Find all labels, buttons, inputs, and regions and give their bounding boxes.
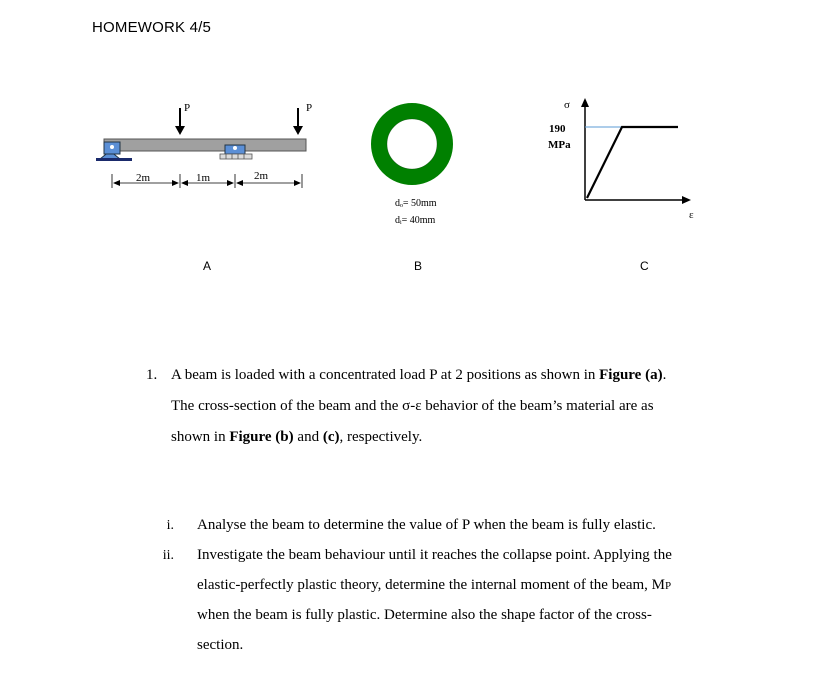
question-number: 1. — [146, 367, 158, 383]
load-arrow-2-head — [293, 126, 303, 135]
roller-support-rollers — [220, 154, 252, 159]
subpart-ii-line-3: when the beam is fully plastic. Determine also the shape factor of the cross- — [197, 607, 652, 623]
question-line-2: The cross-section of the beam and the σ-ε behavior of the beam’s material are as — [171, 398, 654, 414]
subpart-ii-line-2: elastic-perfectly plastic theory, determine the internal moment of the beam, MP — [197, 577, 672, 593]
subpart-i-number: i. — [166, 518, 174, 533]
figure-c-label: C — [640, 259, 649, 273]
moment-subscript: P — [665, 580, 672, 592]
outer-diameter-label: dₒ= 50mm — [395, 198, 437, 209]
subpart-ii-line-4: section. — [197, 637, 244, 653]
question-line-1: A beam is loaded with a concentrated load P at 2 positions as shown in Figure (a). — [171, 367, 667, 383]
page-title: HOMEWORK 4/5 — [92, 19, 212, 36]
hollow-circle-section — [379, 111, 445, 177]
sigma-axis-label: σ — [564, 99, 570, 111]
span-label-3: 2m — [254, 170, 269, 182]
figure-a-beam — [90, 95, 320, 205]
question-line-3: shown in Figure (b) and (c), respectively. — [171, 429, 423, 445]
load-label-1: P — [184, 102, 191, 114]
figure-a-label: A — [203, 259, 212, 273]
yield-value: 190 — [549, 123, 566, 135]
figure-b-cross-section — [370, 100, 470, 230]
load-label-2: P — [306, 102, 313, 114]
pin-support-hole — [110, 145, 114, 149]
span-label-2: 1m — [196, 172, 211, 184]
elastic-perfectly-plastic-curve — [587, 127, 678, 198]
beam — [104, 139, 306, 151]
figure-c-stress-strain — [540, 92, 710, 227]
pin-support-ground — [96, 158, 132, 161]
subpart-ii-line-1: Investigate the beam behaviour until it reaches the collapse point. Applying the — [197, 547, 672, 563]
subpart-i-line-1: Analyse the beam to determine the value of P when the beam is fully elastic. — [197, 517, 656, 533]
subpart-ii-number: ii. — [162, 548, 174, 563]
epsilon-axis-label: ε — [689, 209, 694, 221]
yield-unit: MPa — [548, 139, 571, 151]
roller-support-hole — [233, 146, 237, 150]
span-label-1: 2m — [136, 172, 151, 184]
figure-b-label: B — [414, 259, 423, 273]
inner-diameter-label: dᵢ= 40mm — [395, 215, 436, 226]
load-arrow-1-head — [175, 126, 185, 135]
